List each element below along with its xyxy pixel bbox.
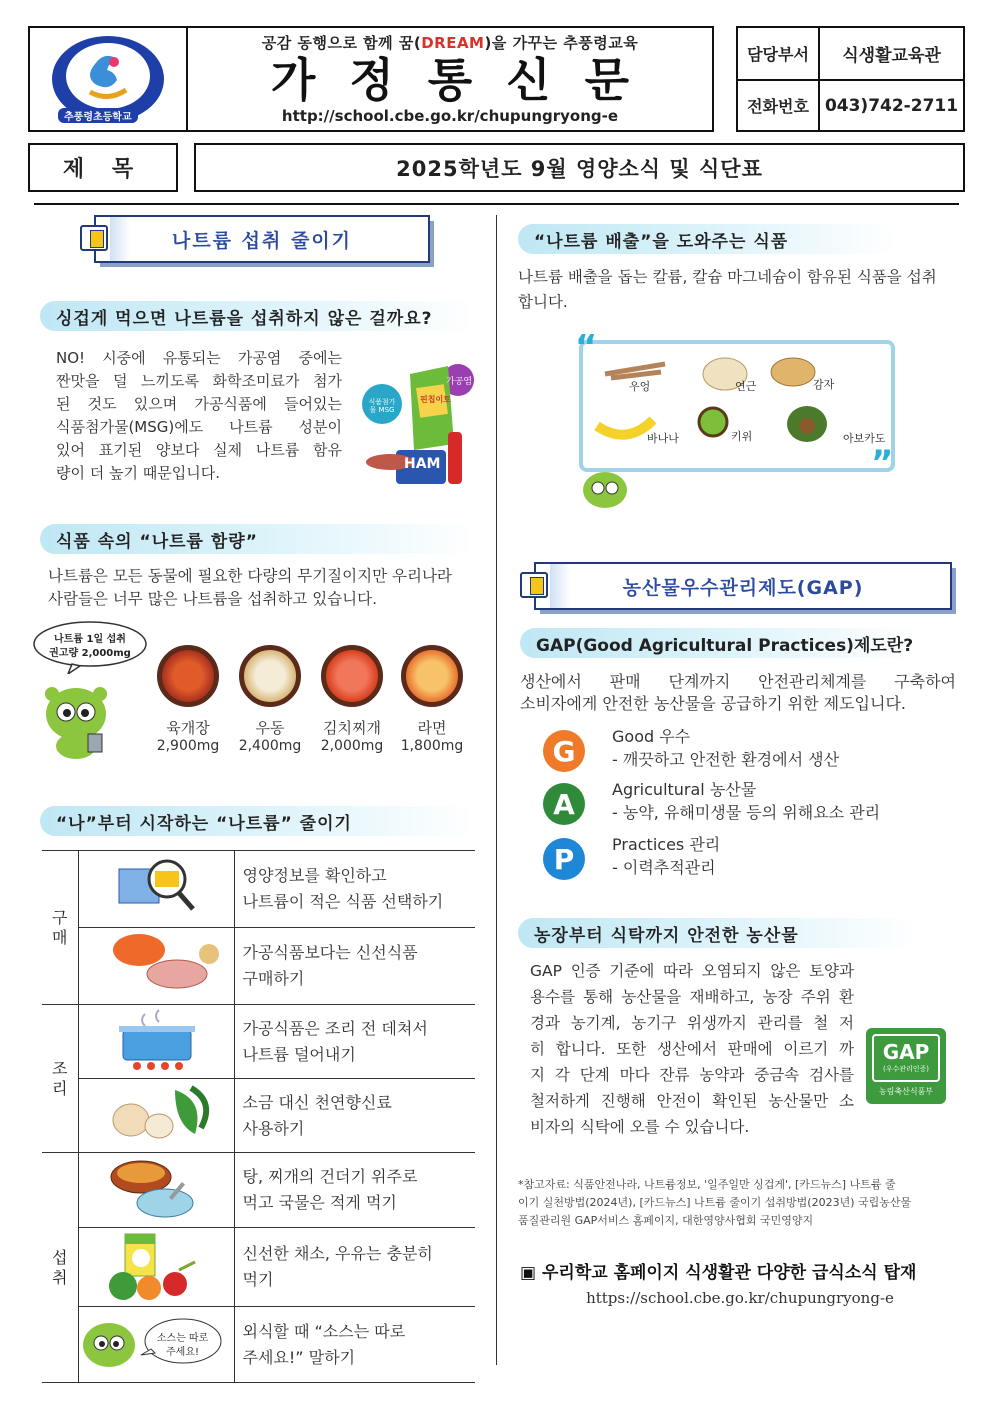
food-potato: 감자 [813,378,835,391]
gap-item-title: Practices 관리 [612,835,721,854]
dept-label: 담당부서 [738,28,820,79]
food-item-kimchi-stew [318,645,386,754]
text-line: 철저하게 진행해 안전이 확인된 농산물만 소 [530,1092,854,1110]
text-line: 사람들은 너무 많은 나트륨을 섭취하고 있습니다. [48,590,378,608]
bubble-line-1: 나트륨 1일 섭취 [54,634,126,645]
food-banana: 바나나 [647,432,679,445]
heading-reduce-sodium: “나”부터 시작하는 “나트륨” 줄이기 [40,806,476,836]
ramen-bowl-icon [401,645,463,707]
excretion-foods-image [575,334,903,514]
phone-label: 전화번호 [738,81,820,130]
tip-text: 탕, 찌개의 건더기 위주로 먹고 국물은 적게 먹기 [234,1153,475,1228]
text-line: 나트륨 배출을 돕는 칼륨, 칼슘 마그네슘이 함유된 식품을 섭취 [518,268,937,286]
a-letter-icon: A [543,783,585,825]
mascot-speech-icon [78,1307,234,1383]
food-name: 우동 [255,719,285,737]
tip-text: 가공식품보다는 신선식품 구매하기 [234,928,475,1005]
salt-label: 가공염 [446,377,473,387]
header-center [188,28,712,130]
banner-gap [534,562,952,610]
banner-tab-icon [80,225,108,251]
speech-bubble-line-1: 소스는 따로 [156,1333,209,1344]
processed-food-icon [360,352,476,492]
nutrition-label-icon [78,851,234,928]
contact-box [736,26,965,132]
heading-sodium-content: 식품 속의 “나트륨 함량” [40,524,476,554]
header-url[interactable]: http://school.cbe.go.kr/chupungryong-e [281,107,619,125]
yukgaejang-bowl-icon [157,645,219,707]
food-name: 육개장 [166,719,210,737]
text-line: NO! 시중에 유통되는 가공염 중에는 [56,349,342,367]
bubble-line-2: 권고량 2,000mg [49,648,131,659]
mascot-icon [42,680,110,760]
boiling-pot-icon [78,1005,234,1079]
phone-value: 043)742-2711 [824,95,959,116]
text-line: 생산에서 판매 단계까지 안전관리체계를 구축하여 [520,672,956,691]
slogan-post: )을 가꾸는 추풍령교육 [484,34,639,52]
food-item-yukgaejang [154,645,222,754]
text-line: 용수를 통해 농산물을 재배하고, 농장 주위 환 [530,988,854,1006]
p-letter-icon: P [543,838,585,880]
newsletter-title: 가정통신문 [270,53,664,107]
gap-item-desc: - 이력추적관리 [612,858,716,877]
food-sodium: 2,000mg [320,738,384,754]
tip-text: 외식할 때 “소스는 따로 주세요!” 말하기 [234,1307,475,1383]
slogan [188,32,712,53]
msg-label: 식품첨가물 MSG [368,398,396,414]
food-kiwi: 키위 [731,430,753,443]
subject-label: 제 목 [28,143,178,192]
food-sodium: 2,900mg [156,738,220,754]
reference-line: *참고자료: 식품안전나라, 나트륨정보, '일주일만 싱겁게', [카드뉴스] 나트륨 줄 [518,1178,896,1191]
sodium-tips-table [42,850,475,1383]
text-line: 소비자에게 안전한 농산물을 공급하기 위한 제도입니다. [520,694,907,713]
gap-item-desc: - 농약, 유해미생물 등의 위해요소 관리 [612,803,881,822]
food-sodium: 1,800mg [400,738,464,754]
kimchi-stew-bowl-icon [321,645,383,707]
tip-text: 영양정보를 확인하고 나트륨이 적은 식품 선택하기 [234,851,475,928]
heading-bland-food: 싱겁게 먹으면 나트륨을 섭취하지 않은 걸까요? [40,301,476,331]
gap-mark-text: GAP [882,1040,930,1064]
food-avocado: 아보카도 [843,432,886,445]
text-line: 히 합니다. 또한 생산에서 판매에 이르기 까 [530,1040,854,1058]
slogan-dream: DREAM [421,34,485,52]
gap-certification-mark [866,1028,946,1104]
category-buy: 구 매 [42,851,78,1005]
food-name: 라면 [417,719,447,737]
column-divider [496,215,497,1365]
speech-bubble-line-2: 주세요! [166,1347,199,1358]
food-lotus-root: 연근 [735,380,757,393]
reference-line: 이기 실천방법(2024년), [카드뉴스] 나트륨 줄이기 섭취방법(2023년) 국립농산물 [518,1196,912,1209]
text-line: 비자의 식탁에 오를 수 있습니다. [530,1118,750,1136]
slogan-pre: 공감 동행으로 함께 꿈( [261,34,422,52]
table-row [42,928,475,1005]
table-row [42,1307,475,1383]
text-line: 된 것도 있으며 가공식품에 들어있는 [56,395,342,413]
table-row [42,1153,475,1228]
table-row [42,1005,475,1079]
table-row [42,1228,475,1307]
svg-text:“: “ [575,334,598,367]
text-line: 경과 농기계, 농기구 위생까지 관리를 철 저 [530,1014,854,1032]
vegetables-milk-icon [78,1228,234,1307]
category-eat: 섭 취 [42,1153,78,1383]
gap-mark-org: 농림축산식품부 [878,1087,934,1096]
banner-gap-title: 농산물우수관리제도(GAP) [534,562,952,610]
gap-item-title: Agricultural 농산물 [612,780,757,799]
subject-value: 2025학년도 9월 영양소식 및 식단표 [194,143,965,192]
text-line: GAP 인증 기준에 따라 오염되지 않은 토양과 [530,962,854,980]
snack-label: 핀칩이토 [420,395,451,404]
banner-sodium-title: 나트륨 섭취 줄이기 [94,215,430,263]
gap-item-title: Good 우수 [612,727,691,746]
food-name: 김치찌개 [323,719,381,737]
dept-value: 식생활교육관 [842,46,941,66]
banner-tab-icon [520,572,548,598]
table-row [42,1079,475,1153]
food-item-udon [236,645,304,754]
speech-bubble [32,620,148,674]
tip-text: 소금 대신 천연향신료 사용하기 [234,1079,475,1153]
herbs-icon [78,1079,234,1153]
reference-line: 품질관리원 GAP서비스 홈페이지, 대한영양사협회 국민영양지 [518,1214,814,1227]
logo-text: 추풍령초등학교 [58,108,138,123]
udon-bowl-icon [239,645,301,707]
heading-sodium-excretion: “나트륨 배출”을 도와주는 식품 [518,224,898,254]
gap-mark-sub: (우수관리인증) [882,1065,930,1073]
text-line: 합니다. [518,293,568,311]
text-line: 식품첨가물(MSG)에도 나트륨 성분이 [56,418,342,436]
category-cook: 조 리 [42,1005,78,1153]
heading-gap-definition: GAP(Good Agricultural Practices)제도란? [520,628,920,658]
ham-label: HAM [404,456,441,472]
table-row [42,851,475,928]
text-line: 짠맛을 덜 느끼도록 화학조미료가 첨가 [56,372,342,390]
text-line: 량이 더 높기 때문입니다. [56,464,220,482]
g-letter-icon: G [543,730,585,772]
stew-bowl-icon [78,1153,234,1228]
banner-sodium [94,215,430,263]
header-box [28,26,714,132]
food-sodium: 2,400mg [238,738,302,754]
text-line: 있어 표기된 양보다 실제 나트륨 함유 [56,441,342,459]
heading-farm-to-table: 농장부터 식탁까지 안전한 농산물 [518,918,918,948]
text-line: 지 각 단계 마다 잔류 농약과 중금속 검사를 [530,1066,854,1084]
gap-item-desc: - 깨끗하고 안전한 환경에서 생산 [612,750,840,769]
homepage-note: ▣ 우리학교 홈페이지 식생활관 다양한 급식소식 탑재 [520,1263,917,1283]
fresh-food-icon [78,928,234,1005]
tip-text: 가공식품은 조리 전 데쳐서 나트륨 덜어내기 [234,1005,475,1079]
svg-text:”: ” [871,443,894,483]
text-line: 나트륨은 모든 동물에 필요한 다량의 무기질이지만 우리나라 [48,567,452,585]
food-burdock: 우엉 [629,380,651,393]
tip-text: 신선한 채소, 우유는 충분히 먹기 [234,1228,475,1307]
homepage-url[interactable]: https://school.cbe.go.kr/chupungryong-e [586,1289,894,1307]
school-logo [30,28,188,130]
divider [34,203,959,205]
food-item-ramen [398,645,466,754]
